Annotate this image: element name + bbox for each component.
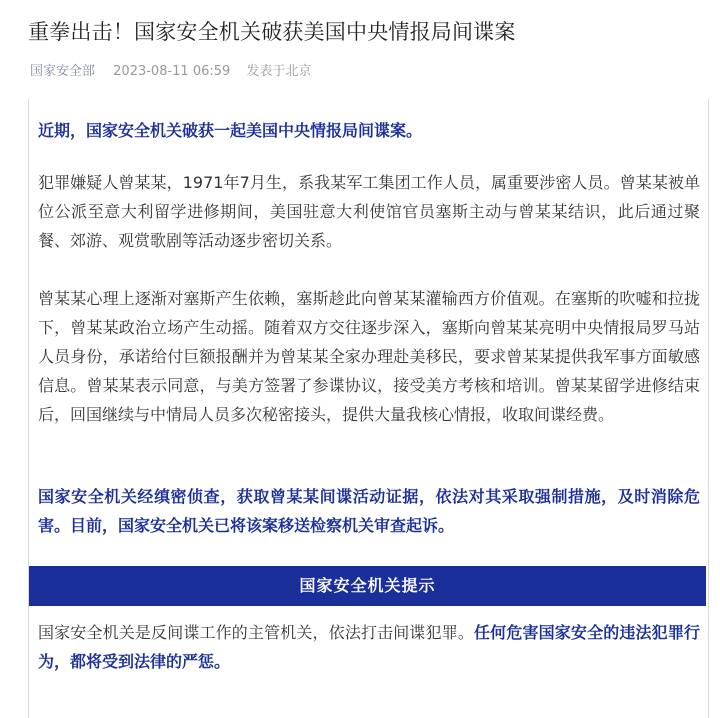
body-paragraph-1: 犯罪嫌疑人曾某某，1971年7月生，系我某军工集团工作人员，属重要涉密人员。曾某某被单位公派至意大利留学进修期间，美国驻意大利使馆官员塞斯主动与曾某某结识，此后通过聚餐、郊游、观赏歌剧等活动逐步密切关系。: [38, 173, 700, 250]
article-location: 发表于北京: [246, 64, 312, 79]
notice-banner: 国家安全机关提示: [29, 566, 706, 606]
notice-text-plain: 国家安全机关是反间谍工作的主管机关，依法打击间谍犯罪。: [38, 623, 475, 642]
notice-paragraph: [38, 618, 700, 676]
article-source[interactable]: 国家安全部: [30, 64, 96, 79]
body-paragraph-2: 曾某某心理上逐渐对塞斯产生依赖，塞斯趁此向曾某某灌输西方价值观。在塞斯的吹嘘和拉拢下，曾某某政治立场产生动摇。随着双方交往逐步深入，塞斯向曾某某亮明中央情报局罗马站人员身份，承诺给付巨额报酬并为曾某某全家办理赴美移民，要求曾某某提供我军事方面敏感信息。曾某某表示同意，与美方签署了参谍协议，接受美方考核和培训。曾某某留学进修结束后，回国继续与中情局人员多次秘密接头，提供大量我核心情报，收取间谍经费。: [38, 289, 700, 424]
conclusion-paragraph: 国家安全机关经缜密侦查，获取曾某某间谍活动证据，依法对其采取强制措施，及时消除危害。目前，国家安全机关已将该案移送检察机关审查起诉。: [38, 487, 700, 535]
article-title: 重拳出击！国家安全机关破获美国中央情报局间谍案: [28, 20, 516, 44]
lead-paragraph: 近期，国家安全机关破获一起美国中央情报局间谍案。: [38, 121, 423, 140]
article-meta: [30, 62, 311, 82]
article-datetime: 2023-08-11 06:59: [113, 64, 231, 79]
notice-text-emphasis: 任何危害国家安全的违法犯罪行为，都将受到法律的严惩。: [38, 623, 700, 671]
